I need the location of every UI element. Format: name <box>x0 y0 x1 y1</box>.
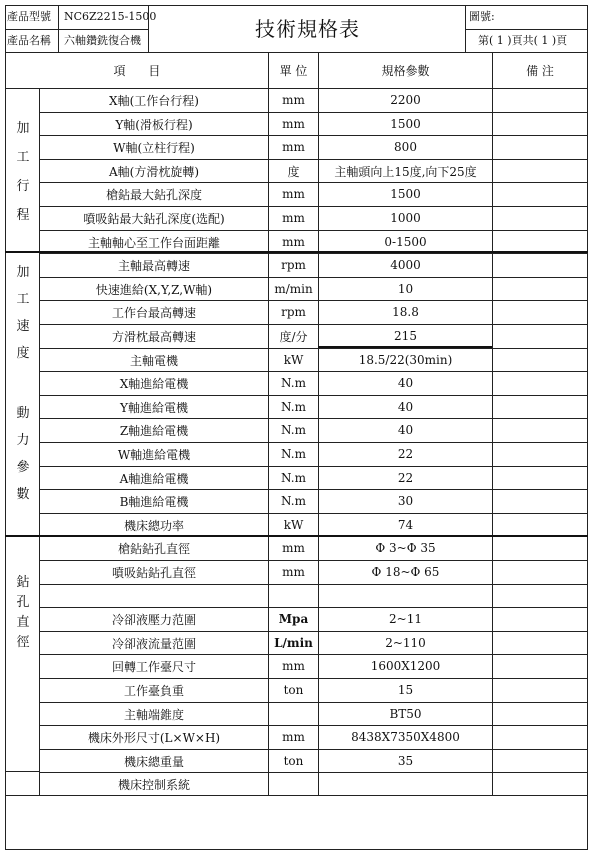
row-item: 主軸最高轉速 <box>117 258 190 273</box>
row-value: 22 <box>397 447 414 461</box>
row-unit: N.m <box>281 494 306 508</box>
row-unit: mm <box>282 140 305 154</box>
row-unit <box>269 584 318 608</box>
row-item: 噴吸鉆最大鉆孔深度(选配) <box>83 211 225 226</box>
row-unit: N.m <box>281 423 306 437</box>
row-note <box>493 489 587 513</box>
row-note <box>493 772 587 796</box>
row-note <box>493 88 587 112</box>
row-note <box>493 253 587 277</box>
page-title: 技術規格表 <box>255 17 360 41</box>
row-item: 槍鉆鉆孔直徑 <box>117 541 190 556</box>
row-value: Φ 18~Φ 65 <box>371 565 440 579</box>
row-unit: mm <box>282 235 305 249</box>
row-unit: L/min <box>274 636 313 650</box>
row-item: 方滑枕最高轉速 <box>111 329 196 344</box>
row-note <box>493 159 587 183</box>
row-value: 40 <box>397 376 414 390</box>
row-value: 18.8 <box>392 305 419 319</box>
row-item: W軸(立柱行程) <box>113 140 195 155</box>
row-unit: mm <box>282 187 305 201</box>
product-name-value: 六軸鑽銑復合機 <box>64 34 141 47</box>
row-item <box>40 584 268 608</box>
row-unit: mm <box>282 730 305 744</box>
row-item: 槍鉆最大鉆孔深度 <box>105 187 202 202</box>
column-header-item: 項 目 <box>113 64 161 78</box>
row-item: 機床外形尺寸(L×W×H) <box>87 730 221 745</box>
row-unit: N.m <box>281 447 306 461</box>
row-note <box>493 702 587 726</box>
row-note <box>493 560 587 584</box>
row-note <box>493 395 587 419</box>
column-header-note: 備 注 <box>526 64 554 78</box>
row-unit: mm <box>282 93 305 107</box>
row-item: 機床控制系統 <box>117 777 190 792</box>
row-value: 40 <box>397 423 414 437</box>
row-value: 0-1500 <box>384 235 427 249</box>
row-note <box>493 584 587 608</box>
row-note <box>493 442 587 466</box>
row-item: W軸進給電機 <box>117 447 191 462</box>
row-note <box>493 300 587 324</box>
row-note <box>493 112 587 136</box>
row-value <box>319 772 492 796</box>
drawing-no-label: 圖號: <box>469 10 495 23</box>
row-item: Y軸(滑板行程) <box>115 117 193 132</box>
row-value: BT50 <box>389 707 422 721</box>
row-value: 74 <box>397 518 414 532</box>
row-item: Y軸進給電機 <box>120 400 188 415</box>
row-note <box>493 277 587 301</box>
row-item: 快速進給(X,Y,Z,W軸) <box>95 282 213 297</box>
row-value: Φ 3~Φ 35 <box>375 541 436 555</box>
row-note <box>493 135 587 159</box>
row-note <box>493 513 587 537</box>
row-value: 1500 <box>390 117 421 131</box>
page-number: 第( 1 )頁共( 1 )頁 <box>478 34 568 47</box>
row-unit: m/min <box>274 282 313 296</box>
row-value <box>319 584 492 608</box>
row-value: 10 <box>397 282 414 296</box>
row-note <box>493 725 587 749</box>
product-model-value: NC6Z2215-1500 <box>64 10 157 23</box>
row-note <box>493 418 587 442</box>
row-item: Z軸進給電機 <box>119 423 189 438</box>
row-note <box>493 182 587 206</box>
row-item: B軸進給電機 <box>119 494 189 509</box>
row-note <box>493 536 587 560</box>
row-note <box>493 466 587 490</box>
row-unit: N.m <box>281 376 306 390</box>
row-value: 4000 <box>390 258 421 272</box>
row-item: 主軸電機 <box>129 353 178 368</box>
product-model-label: 產品型號 <box>7 10 51 23</box>
row-note <box>493 371 587 395</box>
row-unit: mm <box>282 541 305 555</box>
row-item: 主軸端錐度 <box>123 707 184 722</box>
row-unit <box>269 702 318 726</box>
row-unit: 度/分 <box>279 329 308 344</box>
row-note <box>493 749 587 773</box>
row-value: 35 <box>397 754 414 768</box>
row-note <box>493 607 587 631</box>
row-note <box>493 206 587 230</box>
row-value: 15 <box>397 683 414 697</box>
row-note <box>493 654 587 678</box>
row-note <box>493 230 587 254</box>
row-unit: mm <box>282 117 305 131</box>
row-item: 機床總功率 <box>123 518 184 533</box>
row-value: 8438X7350X4800 <box>351 730 460 744</box>
row-unit: 度 <box>287 164 300 179</box>
row-item: 冷卻液壓力范圍 <box>111 612 196 627</box>
group-label-power: 動 力 參 數 <box>16 406 30 502</box>
row-item: 噴吸鉆鉆孔直徑 <box>111 565 196 580</box>
group-label-drill: 鉆 孔 直 徑 <box>16 575 30 650</box>
row-unit: mm <box>282 211 305 225</box>
row-item: 機床總重量 <box>123 754 184 769</box>
row-unit: N.m <box>281 471 306 485</box>
row-unit: rpm <box>281 305 306 319</box>
row-value: 2~11 <box>389 612 422 626</box>
row-item: A軸(方滑枕旋轉) <box>108 164 200 179</box>
row-unit: rpm <box>281 258 306 272</box>
row-value: 30 <box>397 494 414 508</box>
row-note <box>493 631 587 655</box>
row-item: 工作臺負重 <box>123 683 184 698</box>
row-unit: mm <box>282 565 305 579</box>
group-label-stroke: 加 工 行 程 <box>16 121 30 223</box>
product-name-label: 產品名稱 <box>7 34 51 47</box>
row-item: 工作台最高轉速 <box>111 305 196 320</box>
row-value: 主軸頭向上15度,向下25度 <box>334 164 477 179</box>
row-item: A軸進給電機 <box>119 471 189 486</box>
row-item: 主軸軸心至工作台面距離 <box>87 235 220 250</box>
row-unit: mm <box>282 659 305 673</box>
row-unit: ton <box>283 754 304 768</box>
row-unit: kW <box>283 353 304 367</box>
row-note <box>493 324 587 348</box>
row-value: 800 <box>394 140 417 154</box>
row-item: X軸(工作台行程) <box>109 93 199 108</box>
row-note <box>493 678 587 702</box>
row-unit: ton <box>283 683 304 697</box>
row-unit: kW <box>283 518 304 532</box>
row-unit <box>269 772 318 796</box>
row-note <box>493 348 587 372</box>
row-value: 1000 <box>390 211 421 225</box>
row-item: 冷卻液流量范圍 <box>111 636 196 651</box>
row-value: 22 <box>397 471 414 485</box>
row-value: 1500 <box>390 187 421 201</box>
column-header-spec: 規格參數 <box>381 64 430 78</box>
row-value: 2~110 <box>385 636 426 650</box>
row-unit: Mpa <box>278 612 309 626</box>
group-label-speed: 加 工 速 度 <box>16 265 30 361</box>
column-header-unit: 單 位 <box>279 64 308 78</box>
row-value: 1600X1200 <box>370 659 441 673</box>
row-value: 2200 <box>390 93 421 107</box>
row-item: 回轉工作臺尺寸 <box>111 659 196 674</box>
row-value: 18.5/22(30min) <box>358 353 453 367</box>
row-value: 215 <box>394 329 417 343</box>
row-value: 40 <box>397 400 414 414</box>
row-unit: N.m <box>281 400 306 414</box>
row-item: X軸進給電機 <box>119 376 189 391</box>
